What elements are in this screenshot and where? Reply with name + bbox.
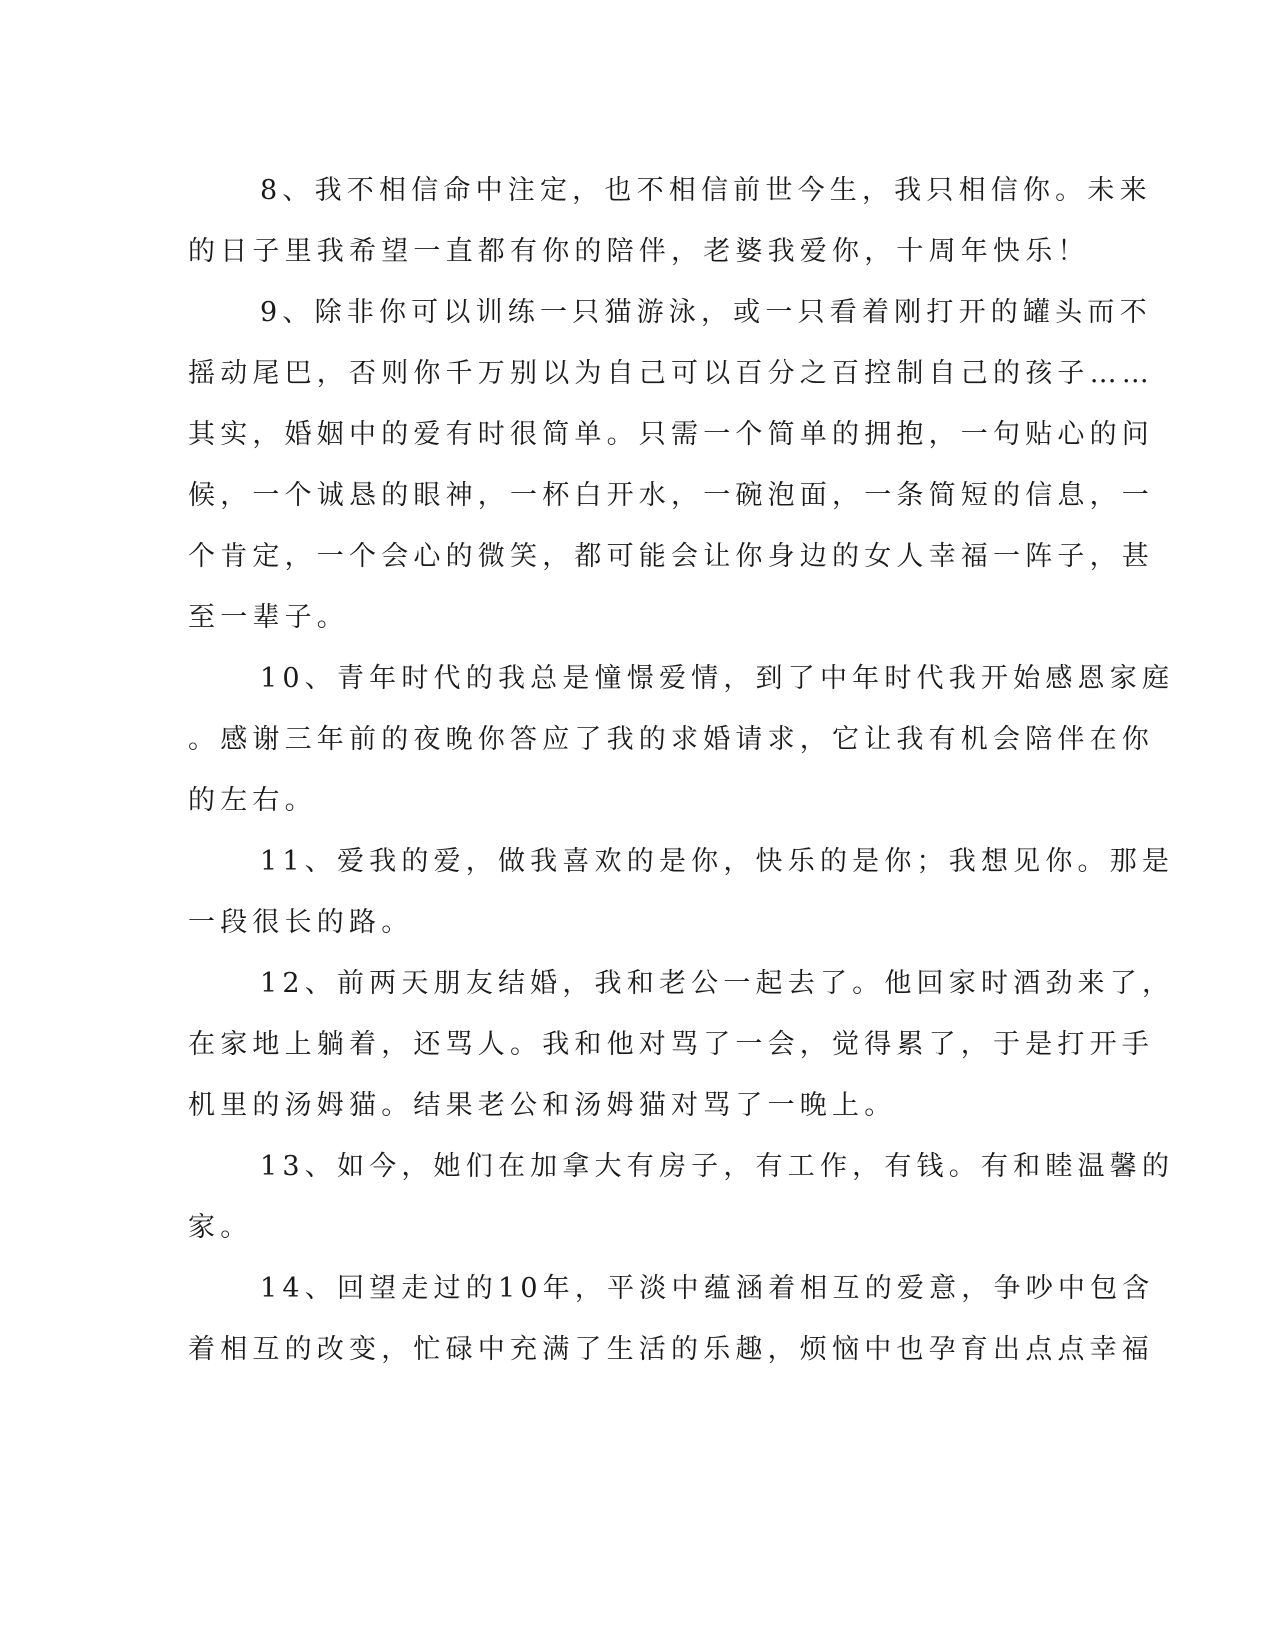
text-line: 8、我不相信命中注定，也不相信前世今生，我只相信你。未来	[260, 175, 1152, 206]
paragraph-13	[188, 1136, 1175, 1258]
paragraph-9	[188, 282, 1154, 648]
text-line: 12、前两天朋友结婚，我和老公一起去了。他回家时酒劲来了，	[260, 968, 1175, 999]
text-line: 个肯定，一个会心的微笑，都可能会让你身边的女人幸福一阵子，甚	[188, 541, 1154, 572]
text-line: 摇动尾巴，否则你千万别以为自己可以百分之百控制自己的孩子……	[188, 358, 1154, 389]
paragraph-11	[188, 831, 1175, 953]
text-line: 在家地上躺着，还骂人。我和他对骂了一会，觉得累了，于是打开手	[188, 1029, 1154, 1060]
text-line: 至一辈子。	[188, 602, 349, 633]
text-line: 一段很长的路。	[188, 907, 414, 938]
paragraph-12	[188, 953, 1175, 1136]
text-line: 13、如今，她们在加拿大有房子，有工作，有钱。有和睦温馨的	[260, 1151, 1175, 1182]
text-line: 家。	[188, 1212, 253, 1243]
text-line: 11、爱我的爱，做我喜欢的是你，快乐的是你；我想见你。那是	[260, 846, 1175, 877]
text-line: 机里的汤姆猫。结果老公和汤姆猫对骂了一晚上。	[188, 1090, 897, 1121]
text-line: 10、青年时代的我总是憧憬爱情，到了中年时代我开始感恩家庭	[260, 663, 1175, 694]
text-line: 的日子里我希望一直都有你的陪伴，老婆我爱你，十周年快乐！	[188, 236, 1090, 267]
paragraph-10	[188, 648, 1175, 831]
text-line: 14、回望走过的10年，平淡中蕴涵着相互的爱意，争吵中包含	[260, 1273, 1155, 1304]
text-line: 。感谢三年前的夜晚你答应了我的求婚请求，它让我有机会陪伴在你	[188, 724, 1154, 755]
document-page	[188, 160, 1175, 1380]
text-line: 的左右。	[188, 785, 317, 816]
text-line: 着相互的改变，忙碌中充满了生活的乐趣，烦恼中也孕育出点点幸福	[188, 1334, 1154, 1365]
paragraph-8	[188, 160, 1152, 282]
paragraph-14	[188, 1258, 1155, 1380]
text-line: 候，一个诚恳的眼神，一杯白开水，一碗泡面，一条简短的信息，一	[188, 480, 1154, 511]
text-line: 9、除非你可以训练一只猫游泳，或一只看着刚打开的罐头而不	[260, 297, 1152, 328]
text-line: 其实，婚姻中的爱有时很简单。只需一个简单的拥抱，一句贴心的问	[188, 419, 1154, 450]
